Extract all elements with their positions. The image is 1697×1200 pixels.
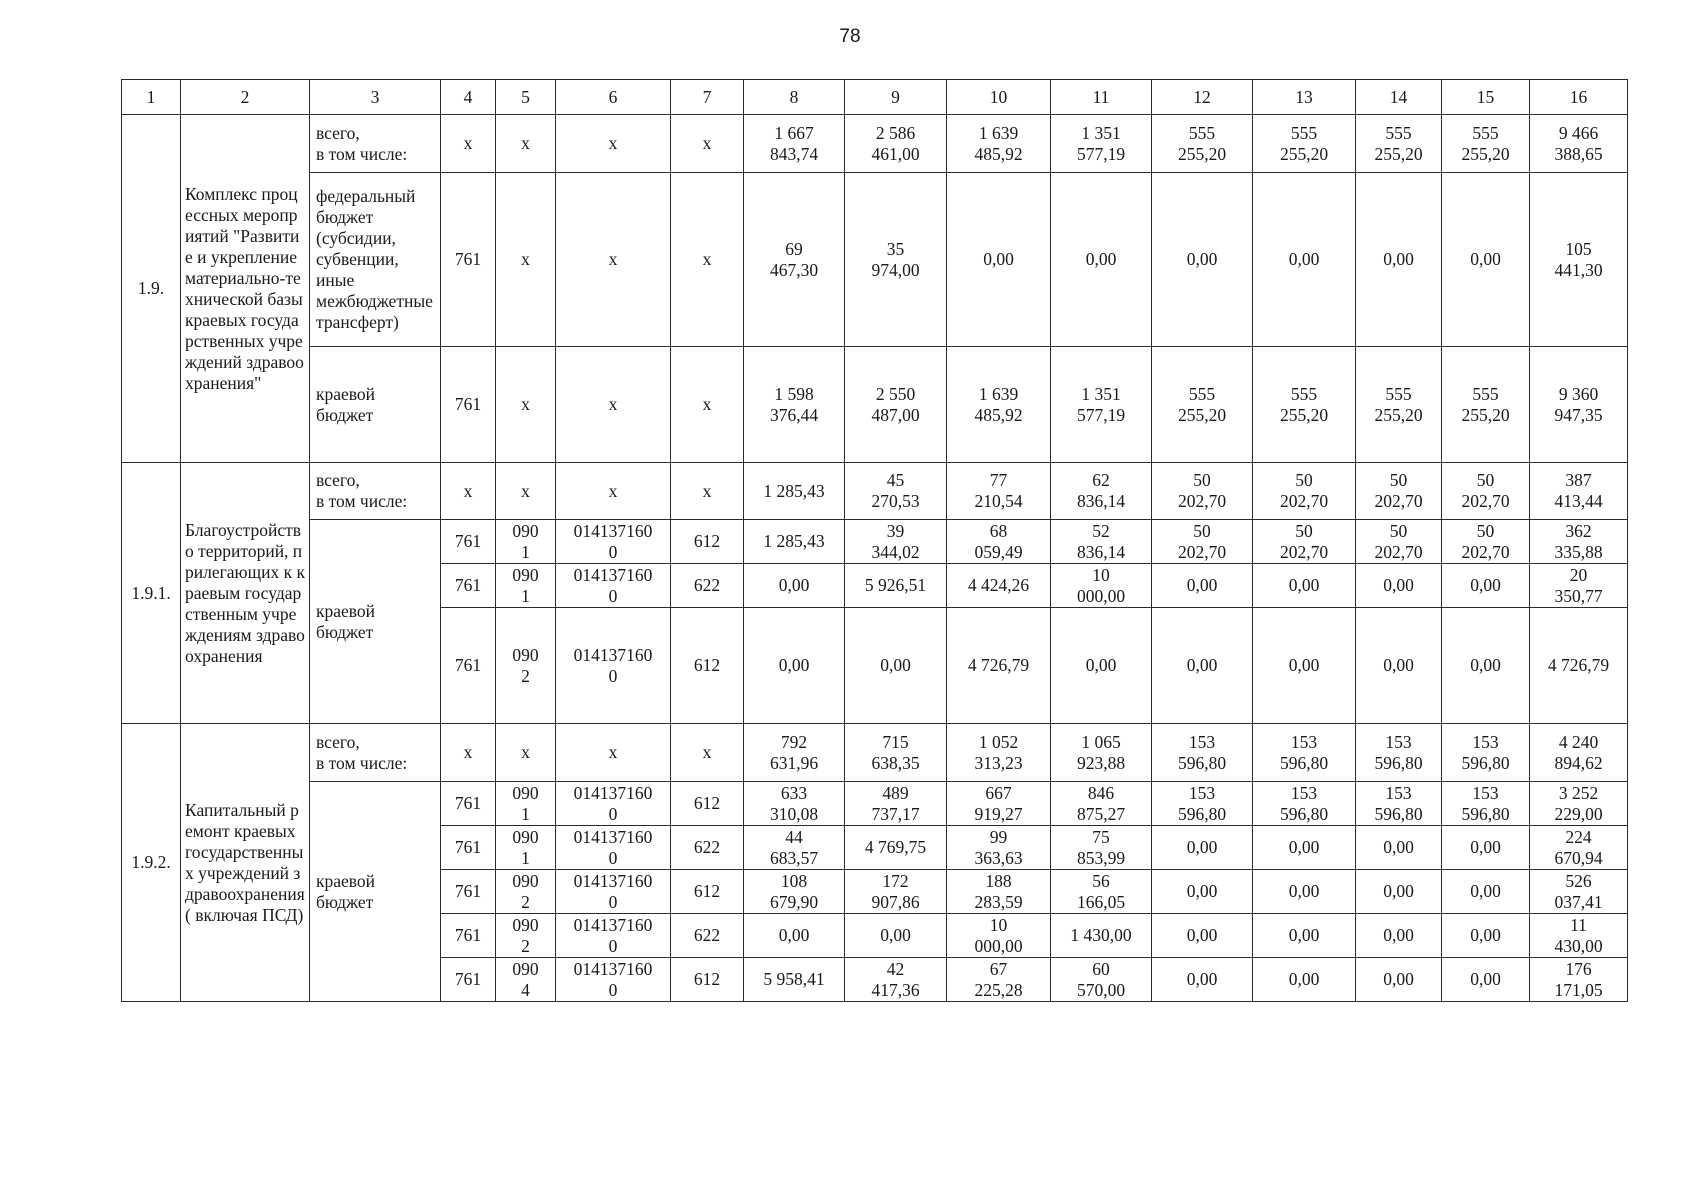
value-cell-col13: 0,00 xyxy=(1253,608,1356,724)
value-cell-col10: 68 059,49 xyxy=(947,520,1051,564)
value-cell-col11: 1 351 577,19 xyxy=(1051,115,1152,173)
cell-col6: 014137160 0 xyxy=(556,914,671,958)
value-cell-col15: 0,00 xyxy=(1442,958,1530,1002)
value-cell-col16: 9 360 947,35 xyxy=(1530,347,1628,463)
cell-col7: x xyxy=(671,173,744,347)
cell-col7: 612 xyxy=(671,608,744,724)
section-number: 1.9.2. xyxy=(122,724,181,1002)
value-cell-col16: 105 441,30 xyxy=(1530,173,1628,347)
value-cell-col12: 555 255,20 xyxy=(1152,115,1253,173)
value-cell-col16: 20 350,77 xyxy=(1530,564,1628,608)
value-cell-col16: 176 171,05 xyxy=(1530,958,1628,1002)
value-cell-col12: 50 202,70 xyxy=(1152,463,1253,520)
cell-col7: x xyxy=(671,347,744,463)
value-cell-col11: 0,00 xyxy=(1051,608,1152,724)
value-cell-col8: 1 598 376,44 xyxy=(744,347,845,463)
value-cell-col14: 0,00 xyxy=(1356,870,1442,914)
cell-col5: 090 2 xyxy=(496,608,556,724)
cell-col7: x xyxy=(671,463,744,520)
value-cell-col12: 153 596,80 xyxy=(1152,782,1253,826)
value-cell-col8: 44 683,57 xyxy=(744,826,845,870)
cell-col6: 014137160 0 xyxy=(556,958,671,1002)
column-header-5: 5 xyxy=(496,80,556,115)
cell-col7: 612 xyxy=(671,958,744,1002)
value-cell-col14: 50 202,70 xyxy=(1356,520,1442,564)
value-cell-col9: 39 344,02 xyxy=(845,520,947,564)
value-cell-col13: 0,00 xyxy=(1253,914,1356,958)
cell-col5: x xyxy=(496,724,556,782)
value-cell-col8: 69 467,30 xyxy=(744,173,845,347)
cell-col5: 090 1 xyxy=(496,520,556,564)
cell-col4: 761 xyxy=(441,347,496,463)
value-cell-col9: 715 638,35 xyxy=(845,724,947,782)
value-cell-col13: 555 255,20 xyxy=(1253,347,1356,463)
value-cell-col11: 0,00 xyxy=(1051,173,1152,347)
funding-source: краевой бюджет xyxy=(310,782,441,1002)
value-cell-col15: 0,00 xyxy=(1442,608,1530,724)
value-cell-col16: 4 240 894,62 xyxy=(1530,724,1628,782)
value-cell-col12: 0,00 xyxy=(1152,914,1253,958)
table-row xyxy=(122,173,1628,347)
value-cell-col9: 4 769,75 xyxy=(845,826,947,870)
value-cell-col16: 9 466 388,65 xyxy=(1530,115,1628,173)
cell-col4: 761 xyxy=(441,173,496,347)
value-cell-col10: 4 726,79 xyxy=(947,608,1051,724)
value-cell-col10: 1 052 313,23 xyxy=(947,724,1051,782)
value-cell-col8: 1 285,43 xyxy=(744,463,845,520)
cell-col5: x xyxy=(496,463,556,520)
value-cell-col16: 526 037,41 xyxy=(1530,870,1628,914)
cell-col6: 014137160 0 xyxy=(556,564,671,608)
value-cell-col16: 3 252 229,00 xyxy=(1530,782,1628,826)
value-cell-col16: 387 413,44 xyxy=(1530,463,1628,520)
value-cell-col11: 75 853,99 xyxy=(1051,826,1152,870)
value-cell-col11: 1 065 923,88 xyxy=(1051,724,1152,782)
value-cell-col8: 0,00 xyxy=(744,608,845,724)
value-cell-col14: 0,00 xyxy=(1356,914,1442,958)
cell-col6: 014137160 0 xyxy=(556,870,671,914)
column-header-9: 9 xyxy=(845,80,947,115)
cell-col5: 090 2 xyxy=(496,914,556,958)
value-cell-col13: 153 596,80 xyxy=(1253,782,1356,826)
column-header-1: 1 xyxy=(122,80,181,115)
column-header-14: 14 xyxy=(1356,80,1442,115)
value-cell-col14: 153 596,80 xyxy=(1356,782,1442,826)
value-cell-col13: 153 596,80 xyxy=(1253,724,1356,782)
cell-col4: 761 xyxy=(441,958,496,1002)
value-cell-col14: 555 255,20 xyxy=(1356,115,1442,173)
value-cell-col12: 0,00 xyxy=(1152,958,1253,1002)
table-row xyxy=(122,463,1628,520)
column-header-16: 16 xyxy=(1530,80,1628,115)
value-cell-col13: 50 202,70 xyxy=(1253,520,1356,564)
value-cell-col15: 153 596,80 xyxy=(1442,724,1530,782)
value-cell-col10: 77 210,54 xyxy=(947,463,1051,520)
value-cell-col13: 0,00 xyxy=(1253,564,1356,608)
cell-col4: 761 xyxy=(441,870,496,914)
value-cell-col13: 0,00 xyxy=(1253,173,1356,347)
value-cell-col8: 792 631,96 xyxy=(744,724,845,782)
value-cell-col15: 555 255,20 xyxy=(1442,115,1530,173)
column-header-row xyxy=(122,80,1628,115)
value-cell-col10: 67 225,28 xyxy=(947,958,1051,1002)
value-cell-col9: 45 270,53 xyxy=(845,463,947,520)
value-cell-col12: 555 255,20 xyxy=(1152,347,1253,463)
value-cell-col10: 188 283,59 xyxy=(947,870,1051,914)
column-header-12: 12 xyxy=(1152,80,1253,115)
value-cell-col15: 50 202,70 xyxy=(1442,463,1530,520)
value-cell-col15: 0,00 xyxy=(1442,914,1530,958)
value-cell-col13: 0,00 xyxy=(1253,870,1356,914)
column-header-11: 11 xyxy=(1051,80,1152,115)
cell-col5: 090 1 xyxy=(496,826,556,870)
value-cell-col14: 0,00 xyxy=(1356,958,1442,1002)
value-cell-col11: 52 836,14 xyxy=(1051,520,1152,564)
value-cell-col15: 0,00 xyxy=(1442,564,1530,608)
value-cell-col13: 555 255,20 xyxy=(1253,115,1356,173)
cell-col4: 761 xyxy=(441,782,496,826)
value-cell-col11: 1 430,00 xyxy=(1051,914,1152,958)
cell-col5: x xyxy=(496,347,556,463)
value-cell-col16: 362 335,88 xyxy=(1530,520,1628,564)
funding-source: всего, в том числе: xyxy=(310,724,441,782)
cell-col6: x xyxy=(556,115,671,173)
value-cell-col16: 11 430,00 xyxy=(1530,914,1628,958)
cell-col4: x xyxy=(441,463,496,520)
cell-col7: 612 xyxy=(671,520,744,564)
table-row xyxy=(122,782,1628,826)
cell-col4: 761 xyxy=(441,520,496,564)
value-cell-col10: 4 424,26 xyxy=(947,564,1051,608)
cell-col6: x xyxy=(556,347,671,463)
cell-col5: x xyxy=(496,115,556,173)
cell-col6: 014137160 0 xyxy=(556,782,671,826)
value-cell-col9: 172 907,86 xyxy=(845,870,947,914)
value-cell-col13: 0,00 xyxy=(1253,826,1356,870)
cell-col7: x xyxy=(671,724,744,782)
funding-source: федеральный бюджет (субсидии, субвенции, иные межбюджетные трансферт) xyxy=(310,173,441,347)
value-cell-col9: 2 586 461,00 xyxy=(845,115,947,173)
value-cell-col10: 1 639 485,92 xyxy=(947,115,1051,173)
cell-col7: x xyxy=(671,115,744,173)
cell-col5: 090 1 xyxy=(496,564,556,608)
cell-col7: 612 xyxy=(671,782,744,826)
value-cell-col10: 10 000,00 xyxy=(947,914,1051,958)
value-cell-col15: 50 202,70 xyxy=(1442,520,1530,564)
value-cell-col11: 1 351 577,19 xyxy=(1051,347,1152,463)
section-name: Благоустройство территорий, прилегающих к краевым государственным учреждениям здравоохранения xyxy=(181,463,310,724)
cell-col6: 014137160 0 xyxy=(556,608,671,724)
cell-col5: 090 1 xyxy=(496,782,556,826)
value-cell-col16: 224 670,94 xyxy=(1530,826,1628,870)
value-cell-col14: 0,00 xyxy=(1356,173,1442,347)
table-row xyxy=(122,724,1628,782)
cell-col5: 090 4 xyxy=(496,958,556,1002)
cell-col7: 622 xyxy=(671,914,744,958)
value-cell-col9: 42 417,36 xyxy=(845,958,947,1002)
cell-col4: 761 xyxy=(441,914,496,958)
value-cell-col12: 0,00 xyxy=(1152,608,1253,724)
value-cell-col14: 153 596,80 xyxy=(1356,724,1442,782)
value-cell-col10: 99 363,63 xyxy=(947,826,1051,870)
funding-source: всего, в том числе: xyxy=(310,115,441,173)
value-cell-col14: 0,00 xyxy=(1356,826,1442,870)
value-cell-col14: 555 255,20 xyxy=(1356,347,1442,463)
value-cell-col11: 60 570,00 xyxy=(1051,958,1152,1002)
column-header-7: 7 xyxy=(671,80,744,115)
cell-col6: x xyxy=(556,463,671,520)
value-cell-col10: 667 919,27 xyxy=(947,782,1051,826)
cell-col4: 761 xyxy=(441,826,496,870)
funding-source: краевой бюджет xyxy=(310,520,441,724)
value-cell-col13: 50 202,70 xyxy=(1253,463,1356,520)
value-cell-col15: 0,00 xyxy=(1442,870,1530,914)
cell-col4: 761 xyxy=(441,564,496,608)
value-cell-col8: 1 667 843,74 xyxy=(744,115,845,173)
value-cell-col11: 10 000,00 xyxy=(1051,564,1152,608)
cell-col7: 622 xyxy=(671,826,744,870)
value-cell-col8: 5 958,41 xyxy=(744,958,845,1002)
column-header-2: 2 xyxy=(181,80,310,115)
value-cell-col16: 4 726,79 xyxy=(1530,608,1628,724)
cell-col4: x xyxy=(441,115,496,173)
value-cell-col12: 0,00 xyxy=(1152,826,1253,870)
column-header-8: 8 xyxy=(744,80,845,115)
funding-source: краевой бюджет xyxy=(310,347,441,463)
value-cell-col8: 1 285,43 xyxy=(744,520,845,564)
section-number: 1.9. xyxy=(122,115,181,463)
value-cell-col14: 0,00 xyxy=(1356,564,1442,608)
value-cell-col15: 0,00 xyxy=(1442,826,1530,870)
value-cell-col15: 0,00 xyxy=(1442,173,1530,347)
value-cell-col12: 0,00 xyxy=(1152,564,1253,608)
cell-col5: x xyxy=(496,173,556,347)
column-header-13: 13 xyxy=(1253,80,1356,115)
section-name: Капитальный ремонт краевых государственных учреждений здравоохранения ( включая ПСД) xyxy=(181,724,310,1002)
value-cell-col14: 50 202,70 xyxy=(1356,463,1442,520)
value-cell-col12: 50 202,70 xyxy=(1152,520,1253,564)
value-cell-col9: 489 737,17 xyxy=(845,782,947,826)
cell-col4: 761 xyxy=(441,608,496,724)
cell-col4: x xyxy=(441,724,496,782)
value-cell-col9: 35 974,00 xyxy=(845,173,947,347)
cell-col7: 612 xyxy=(671,870,744,914)
cell-col7: 622 xyxy=(671,564,744,608)
section-number: 1.9.1. xyxy=(122,463,181,724)
cell-col6: x xyxy=(556,173,671,347)
value-cell-col10: 0,00 xyxy=(947,173,1051,347)
section-name: Комплекс процессных мероприятий "Развитие и укрепление материально-технической базы краевых государственных учреждений здравоохранения" xyxy=(181,115,310,463)
page-number: 78 xyxy=(839,26,861,47)
value-cell-col9: 2 550 487,00 xyxy=(845,347,947,463)
column-header-4: 4 xyxy=(441,80,496,115)
value-cell-col15: 555 255,20 xyxy=(1442,347,1530,463)
column-header-15: 15 xyxy=(1442,80,1530,115)
value-cell-col8: 633 310,08 xyxy=(744,782,845,826)
table-row xyxy=(122,115,1628,173)
table-row xyxy=(122,347,1628,463)
value-cell-col8: 0,00 xyxy=(744,564,845,608)
value-cell-col12: 0,00 xyxy=(1152,870,1253,914)
value-cell-col12: 153 596,80 xyxy=(1152,724,1253,782)
value-cell-col8: 108 679,90 xyxy=(744,870,845,914)
column-header-6: 6 xyxy=(556,80,671,115)
value-cell-col13: 0,00 xyxy=(1253,958,1356,1002)
table-row xyxy=(122,520,1628,564)
value-cell-col8: 0,00 xyxy=(744,914,845,958)
value-cell-col9: 0,00 xyxy=(845,608,947,724)
budget-table xyxy=(121,79,1628,1002)
column-header-3: 3 xyxy=(310,80,441,115)
value-cell-col9: 5 926,51 xyxy=(845,564,947,608)
funding-source: всего, в том числе: xyxy=(310,463,441,520)
cell-col6: 014137160 0 xyxy=(556,826,671,870)
value-cell-col12: 0,00 xyxy=(1152,173,1253,347)
cell-col6: x xyxy=(556,724,671,782)
value-cell-col9: 0,00 xyxy=(845,914,947,958)
cell-col6: 014137160 0 xyxy=(556,520,671,564)
cell-col5: 090 2 xyxy=(496,870,556,914)
value-cell-col11: 56 166,05 xyxy=(1051,870,1152,914)
value-cell-col11: 62 836,14 xyxy=(1051,463,1152,520)
value-cell-col14: 0,00 xyxy=(1356,608,1442,724)
value-cell-col11: 846 875,27 xyxy=(1051,782,1152,826)
value-cell-col15: 153 596,80 xyxy=(1442,782,1530,826)
column-header-10: 10 xyxy=(947,80,1051,115)
value-cell-col10: 1 639 485,92 xyxy=(947,347,1051,463)
